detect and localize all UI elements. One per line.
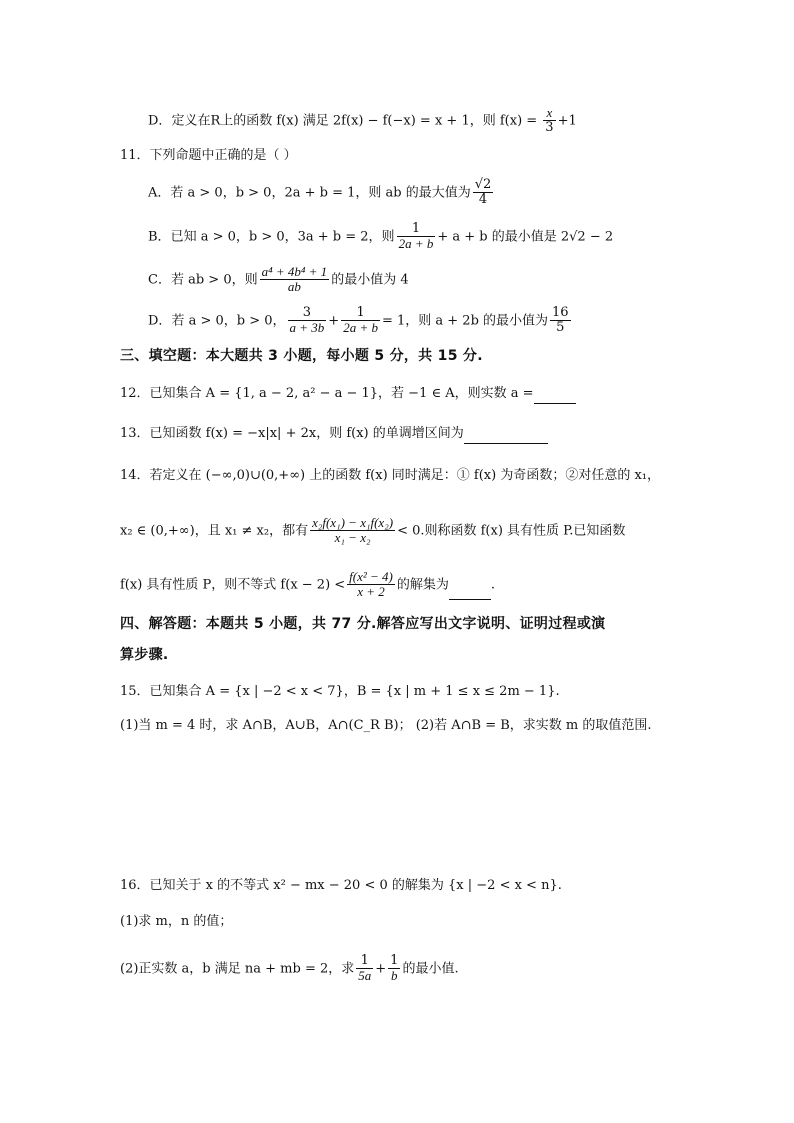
fraction: $\frac{\text{a⁴ + 4b⁴ + 1}}{ab}$ (261, 264, 328, 295)
q14-line1: 14．若定义在 (−∞,0)∪(0,+∞) 上的函数 f(x) 同时满足：① f(x) 为奇函数；②对任意的 x₁， (120, 468, 661, 483)
fraction: $\frac{\text{f(x² − 4)}}{x + 2}$ (349, 569, 393, 600)
q14-line3: f(x) 具有性质 P，则不等式 f(x − 2) < $\frac{\text{f(x² − 4)}}{x + 2}$ 的解集为 . (120, 569, 496, 600)
q15-stem: 15．已知集合 A = {x | −2 < x < 7}，B = {x | m + 1 ≤ x ≤ 2m − 1}. (120, 684, 560, 699)
q15-parts: (1)当 m = 4 时，求 A∩B，A∪B，A∩(C_R B)； (2)若 A∩B = B，求实数 m 的取值范围. (120, 718, 652, 733)
option-label: D． (148, 113, 172, 129)
answer-blank (534, 389, 576, 404)
section-heading-4-line2: 算步骤. (120, 647, 169, 663)
q16-part1: (1)求 m，n 的值； (120, 914, 233, 929)
q12: 12．已知集合 A = {1, a − 2, a² − a − 1}，若 −1 ∈ A，则实数 a = (120, 384, 576, 404)
fraction: $\frac{√2}{4}$ (474, 177, 492, 208)
section-heading-3: 三、填空题：本大题共 3 小题，每小题 5 分，共 15 分. (120, 348, 483, 364)
fraction: $\frac{1}{5a}$ (358, 953, 372, 984)
q11-option-d: D．若 a > 0，b > 0， $\frac{3}{a + 3b}$ + $\frac{1}{2a + b}$ = 1，则 a + 2b 的最小值为 $\frac{16}{5}$ (148, 305, 569, 336)
answer-blank (464, 429, 548, 444)
q14-line2: x₂ ∈ (0,+∞)，且 x₁ ≠ x₂，都有 $\frac{\text{x₂f(x₁) − x₁f(x₂)}}{\text{x₁ − x₂}}$ < 0.则称函数 f(x) 具有性质 P.已知函数 (120, 515, 626, 546)
fraction: $\frac{\text{x₂f(x₁) − x₁f(x₂)}}{\text{x₁ − x₂}}$ (312, 515, 394, 546)
fraction: $\frac{x}{3}$ (545, 105, 554, 136)
q16-part2: (2)正实数 a，b 满足 na + mb = 2，求 $\frac{1}{5a}$ + $\frac{1}{b}$ 的最小值. (120, 953, 459, 984)
section-heading-4-line1: 四、解答题：本题共 5 小题，共 77 分.解答应写出文字说明、证明过程或演 (120, 616, 606, 632)
fraction: $\frac{1}{2a + b}$ (398, 221, 434, 252)
q16-stem: 16．已知关于 x 的不等式 x² − mx − 20 < 0 的解集为 {x | −2 < x < n}. (120, 878, 562, 893)
fraction: $\frac{3}{a + 3b}$ (289, 305, 325, 336)
q11-option-a: A．若 a > 0，b > 0，2a + b = 1，则 ab 的最大值为 $\frac{√2}{4}$ (148, 177, 492, 208)
fraction: $\frac{16}{5}$ (552, 305, 569, 336)
q13: 13．已知函数 f(x) = −x|x| + 2x，则 f(x) 的单调增区间为 (120, 424, 548, 444)
fraction: $\frac{1}{b}$ (390, 953, 399, 984)
option-text: 定义在R上的函数 f(x) 满足 2f(x) − f(−x) = x + 1，则 f(x) = (171, 113, 542, 129)
fraction: $\frac{1}{2a + b}$ (343, 305, 378, 336)
q10-option-d: D．定义在R上的函数 f(x) 满足 2f(x) − f(−x) = x + 1，则 f(x) = $\frac{x}{3}$ +1 (148, 105, 577, 136)
q11-option-b: B．已知 a > 0，b > 0，3a + b = 2，则 $\frac{1}{2a + b}$ + a + b 的最小值是 2√2 − 2 (148, 221, 614, 252)
q11-stem: 11．下列命题中正确的是（ ） (120, 148, 297, 163)
answer-blank (449, 585, 491, 600)
q11-option-c: C．若 ab > 0，则 $\frac{\text{a⁴ + 4b⁴ + 1}}{ab}$ 的最小值为 4 (148, 264, 409, 295)
